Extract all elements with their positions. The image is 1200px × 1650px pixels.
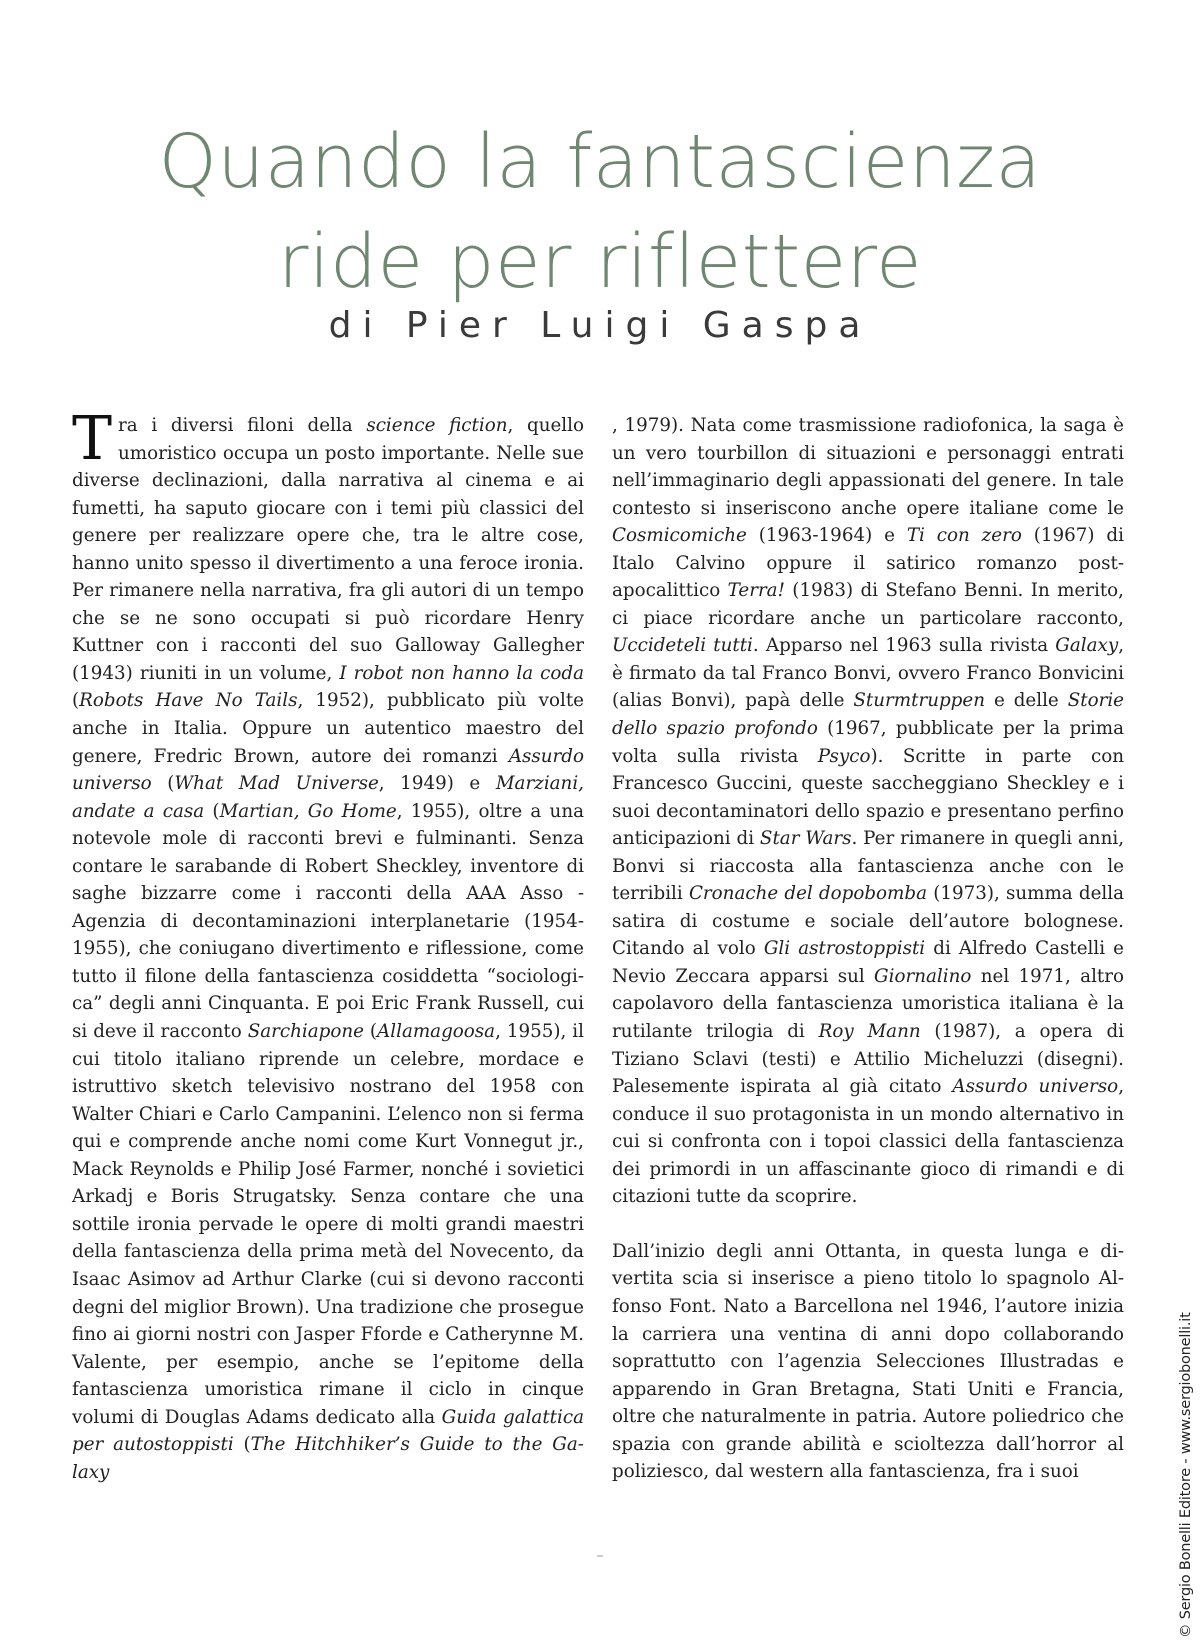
title-line-1: Quando la fantascienza xyxy=(158,119,1042,205)
body-column-left xyxy=(72,404,584,1486)
italic-title: Assurdo universo xyxy=(72,745,584,795)
body-paragraph xyxy=(612,1238,1124,1486)
paragraph-text xyxy=(72,415,584,1483)
italic-title: The Hitchhiker’s Guide to the Galaxy xyxy=(72,1434,584,1483)
text-run: (1987), a opera di Tiziano Sclavi (testi) e Attilio Micheluzzi (disegni). Palesemente ispirata al già citato xyxy=(612,1021,1125,1098)
drop-cap: T xyxy=(72,404,113,474)
italic-title: Marziani, andate a casa xyxy=(72,773,584,822)
text-run: , 1949) e xyxy=(378,773,496,795)
text-run: . Apparso nel 1963 sulla rivista xyxy=(752,635,1056,657)
italic-title: Psyco xyxy=(817,745,871,767)
italic-title: Cosmicomiche xyxy=(612,525,747,547)
text-run: nel 1971, altro capolavoro della fantascienza umoristica italiana è la rutilante trilogia di xyxy=(612,965,1125,1043)
body-paragraph xyxy=(612,412,1124,1211)
italic-title: Terra! xyxy=(727,580,785,602)
title-line-2: ride per riflettere xyxy=(278,219,922,305)
text-run: di Alfredo Castelli e Nevio Zeccara apparsi sul xyxy=(612,938,1124,987)
text-run: . Per rimanere in quegli anni, Bonvi si riaccosta alla fantascienza anche con le terribili xyxy=(612,828,1125,905)
italic-title: Giornalino xyxy=(874,965,972,987)
italic-title: Martian, Go Home xyxy=(219,800,397,822)
text-run: ( xyxy=(72,690,80,712)
text-run: , conduce il suo protagonista in un mondo alternativo in cui si confronta con i topoi classici della fantascienza dei primordi in un affascinante gioco di rimandi e di citazioni tutte da scoprire. xyxy=(612,1076,1124,1208)
text-run: ra i diversi filoni della xyxy=(118,415,367,436)
text-run: e delle xyxy=(984,690,1068,712)
page-mark xyxy=(597,1555,603,1557)
italic-title: Roy Mann xyxy=(818,1021,921,1043)
text-run: (1963-1964) e xyxy=(746,525,907,547)
text-run: , 1979). Nata come trasmissione radiofonica, la saga è un vero tourbillon di situazioni e personaggi entrati nell’immaginario degli appassionati del genere. In tale contesto si inseriscono anche opere italiane come le xyxy=(612,415,1124,519)
text-run: , 1955), oltre a una notevole mole di racconti brevi e fulminanti. Senza contare le sarabande di Robert Sheckley, inventore di saghe bizzarre come i racconti della AAA Asso - Agenzia di decontaminazioni interplanetarie (1954-1955), che coniugano divertimento e riflessione, come tutto il filone della fantascienza cosiddetta “sociologica” degli anni Cinquanta. E poi Eric Frank Russell, cui si deve il racconto xyxy=(72,800,584,1043)
text-run: , quello umoristico occupa un posto importante. Nelle sue diverse declinazioni, dalla narrativa al cinema e ai fumetti, ha saputo giocare con i temi più classici del genere per realizzare opere che, tra le altre cose, hanno unito spesso il divertimento a una feroce ironia. Per rimanere nella narrativa, fra gli autori di un tempo che se ne sono occupati si può ricordare Henry Kuttner con i racconti del suo Galloway Gallegher (1943) riuniti in un volume, xyxy=(72,415,584,684)
italic-title: Star Wars xyxy=(759,828,852,850)
italic-title: Sarchiapone xyxy=(247,1021,364,1043)
italic-title: I robot non hanno la coda xyxy=(339,662,584,684)
italic-title: Allamagoosa xyxy=(377,1021,496,1043)
author-byline: di Pier Luigi Gaspa xyxy=(328,305,872,346)
text-run: ). Scritte in parte con Francesco Guccini, queste saccheggiano Sheckley e i suoi decontaminatori dello spazio e presentano perfino anticipazioni di xyxy=(612,745,1124,850)
body-column-right xyxy=(612,412,1124,1486)
italic-title: What Mad Universe xyxy=(174,773,379,795)
text-run: , 1955), il cui titolo italiano riprende un celebre, mordace e istruttivo sketch televisivo nostrano del 1958 con Walter Chiari e Carlo Campanini. L’elenco non si ferma qui e comprende anche nomi come Kurt Vonnegut jr., Mack Reynolds e Philip José Farmer, nonché i sovietici Arkadj e Boris Strugatsky. Senza contare che una sottile ironia pervade le opere di molti grandi maestri della fantascienza della prima metà del Novecento, da Isaac Asimov ad Arthur Clarke (cui si devono racconti degni del miglior Brown). Una tradizione che prosegue fino ai giorni nostri con Jasper Fforde e Catherynne M. Valente, per esempio, anche se l’epitome della fantascienza umoristica rimane il ciclo in cinque volumi di Douglas Adams dedicato alla xyxy=(72,1021,584,1428)
italic-title: Assurdo universo xyxy=(952,1076,1119,1098)
text-run: (1967) di Italo Calvino oppure il satirico romanzo post-apocalittico xyxy=(612,525,1124,602)
italic-title: Guida galattica per autostoppisti xyxy=(72,1406,584,1456)
text-run: ( xyxy=(151,773,175,795)
italic-title: Galaxy xyxy=(1055,635,1119,657)
text-run: (1967, pubblicate per la prima volta sulla rivista xyxy=(612,718,1124,767)
copyright-credit: © Sergio Bonelli Editore - www.sergiobonelli.it xyxy=(1178,1312,1194,1638)
body-paragraph xyxy=(72,404,584,1486)
text-run: ( xyxy=(204,800,220,822)
text-run: Dall’inizio degli anni Ottanta, in questa lunga e divertita scia si inserisce a pieno titolo lo spagnolo Alfonso Font. Nato a Barcellona nel 1946, l’autore inizia la carriera una ventina di anni dopo collaborando soprattutto con l’agenzia Selecciones Illustradas e apparendo in Gran Bretagna, Stati Uniti e Francia, oltre che naturalmente in patria. Autore poliedrico che spazia con grande abilità e scioltezza dall’horror al poliziesco, dal western alla fantascienza, fra i suoi xyxy=(612,1240,1124,1483)
text-run: (1973), summa della satira di costume e sociale dell’autore bolognese. Citando al volo xyxy=(612,883,1125,960)
italic-title: Robots Have No Tails xyxy=(79,690,298,712)
text-run: (1983) di Stefano Benni. In merito, ci piace ricordare anche un particolare racconto, xyxy=(612,580,1124,629)
italic-title: Sturmtruppen xyxy=(853,690,985,712)
italic-title: Storie dello spazio profondo xyxy=(612,690,1124,740)
text-run: , 1952), pubblicato più volte anche in Italia. Oppure un autentico maestro del genere, Fredric Brown, autore dei romanzi xyxy=(72,690,584,767)
text-run: ( xyxy=(363,1021,378,1043)
text-run: , è firmato da tal Franco Bonvi, ovvero Franco Bonvicini (alias Bonvi), papà delle xyxy=(612,635,1124,712)
italic-title: Gli astrostoppisti xyxy=(763,938,926,960)
text-run: ( xyxy=(233,1434,251,1456)
italic-title: science fiction xyxy=(366,415,508,436)
article-title xyxy=(0,112,1200,312)
italic-title: Ti con zero xyxy=(906,525,1022,547)
italic-title: Cronache del dopobomba xyxy=(688,883,927,905)
italic-title: Uccideteli tutti xyxy=(612,635,753,657)
